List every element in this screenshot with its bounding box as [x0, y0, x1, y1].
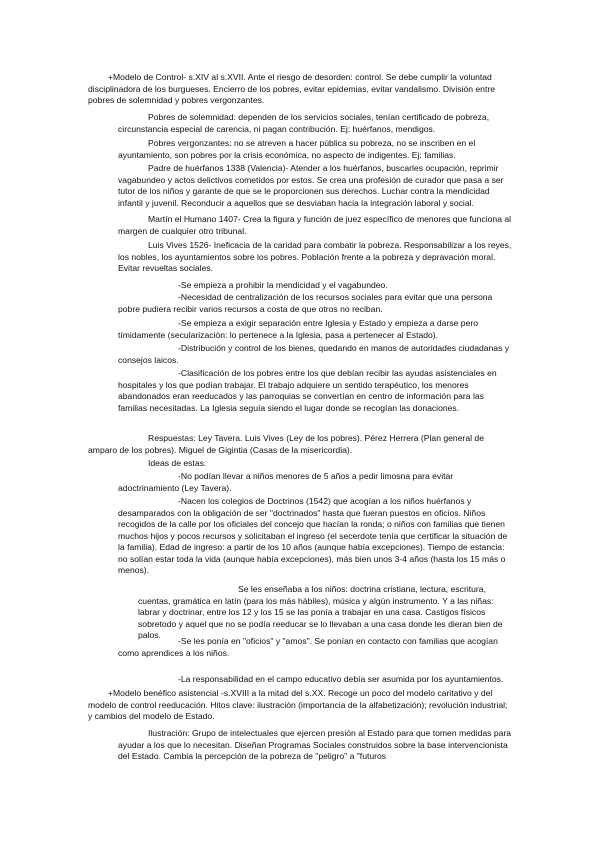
- bullet-colegios-doctrinos: -Nacen los colegios de Doctrinos (1542) que acogían a los niños huérfanos y desamparados con la obligación de ser "doctrinados" hasta que fueran puestos en oficios. Niños recogidos de la calle por los oficiales del concejo que hacían la ronda; o niños con familias que tienen muchos hijos y pocos recursos y solicitaban el ingreso (el secerdote tenía que certificar la situación de la familia). Edad de ingreso: a partir de los 10 años (aunque había excepciones). Tiempo de estancia: no solían estar toda la vida (aunque había excepciones), más bien unos 3-4 años (hasta los 15 más o menos).: [118, 496, 508, 575]
- bullet-separacion-iglesia-estado: -Se empieza a exigir separación entre Iglesia y Estado y empieza a darse pero tímidamente (secularización: lo pertenece a la Iglesia, pasa a pertenecer al Estado).: [118, 318, 478, 340]
- paragraph-luis-vives: Luis Vives 1526- Ineficacia de la caridad para combatir la pobreza. Responsabilizar a los reyes, los nobles, los ayuntamientos sobre los pobres. Población frente a la pobreza y depravación moral. Evitar revueltas sociales.: [118, 240, 512, 273]
- bullet-centralizacion: -Necesidad de centralización de los recursos sociales para evitar que una persona pobre pudiera recibir varios recursos a costa de que otros no reciban.: [118, 292, 493, 314]
- bullet-prohibir-mendicidad: -Se empieza a prohibir la mendicidad y el vagabundeo.: [178, 280, 388, 290]
- paragraph-martin-humano: Martín el Humano 1407- Crea la figura y función de juez específico de menores que funciona al margen de cualquier otro tribunal.: [118, 214, 512, 236]
- paragraph-padre-huerfanos: Padre de huérfanos 1338 (Valencia)- Atender a los huérfanos, buscarles ocupación, reprimir vagabundeo y actos delictivos cometidos por estos. Se crea una profesión de curador que pasa a ser tutor de los niños y garante de que se le proporcionen sus derechos. Luchar contra la mendicidad infantil y juvenil. Reconducir a aquellos que se desviaban hacia la integración laboral y social.: [118, 163, 504, 208]
- paragraph-pobres-vergonzantes: Pobres vergonzantes: no se atreven a hacer pública su pobreza, no se inscriben en el ayuntamiento, son pobres por la crisis económica, no aspecto de indigentes. Ej: familias.: [118, 138, 476, 160]
- bullet-responsabilidad-ayuntamientos: -La responsabilidad en el campo educativo debía ser asumida por los ayuntamientos.: [178, 674, 504, 684]
- paragraph-ilustracion: Ilustración: Grupo de intelectuales que ejercen presión al Estado para que tomen medidas para ayudar a los que lo necesitan. Diseñan Programas Sociales construidos sobre la base intervencionista del Estado. Cambia la percepción de la pobreza de "peligro" a "futuros: [118, 728, 512, 761]
- paragraph-pobres-solemnidad: Pobres de solemnidad: dependen de los servicios sociales, tenían certificado de pobreza, circunstancia especial de carencia, ni pagan contribución. Ej: huérfanos, mendigos.: [118, 112, 490, 134]
- bullet-ley-tavera: -No podían llevar a niños menores de 5 años a pedir limosna para evitar adoctrinamiento (Ley Tavera).: [118, 471, 454, 493]
- bullet-clasificacion-pobres: -Clasificación de los pobres entre los que debían recibir las ayudas asistenciales en hospitales y los que podían trabajar. El trabajo adquiere un sentido terapéutico, los menores abandonados eran reeducados y las parroquias se convertían en centro de información para las familias necesitadas. La Iglesia seguía siendo el lugar donde se recogían las donaciones.: [118, 368, 497, 413]
- paragraph-modelo-control: +Modelo de Control- s.XIV al s.XVII. Ante el riesgo de desorden: control. Se debe cumplir la voluntad disciplinadora de los burgueses. Encierro de los pobres, evitar epidemias, evitar vandalismo. División entre pobres de solemnidad y pobres vergonzantes.: [88, 72, 495, 105]
- paragraph-modelo-benefico: +Modelo benéfico asistencial -s.XVIII a la mitad del s.XX. Recoge un poco del modelo caritativo y del modelo de control reeducación. Hitos clave: ilustración (importancia de la alfabetización); revolución industrial; y cambios del modelo de Estado.: [88, 688, 508, 721]
- bullet-distribucion-bienes: -Distribución y control de los bienes, quedando en manos de autoridades ciudadanas y consejos laicos.: [118, 343, 510, 365]
- paragraph-ensenanza-ninos: Se les enseñaba a los niños: doctrina cristiana, lectura, escritura, cuentas, gramática en latín (para los más hábiles), música y algún instrumento. Y a las niñas: labrar y doctrinar, entre los 12 y los 15 se las ponía a trabajar en una casa. Castigos físicos sobretodo y aquel que no se podía reeducar se lo llevaban a una casa donde les dieran bien de palos.: [138, 584, 503, 640]
- paragraph-respuestas: Respuestas: Ley Tavera. Luis Vives (Ley de los pobres). Pérez Herrera (Plan general de amparo de los pobres). Miguel de Gigintia (Casas de la misericordia).: [88, 433, 484, 455]
- bullet-oficios-amos: -Se les ponía en "oficios" y "amos". Se ponían en contacto con familias que acogían como aprendices a los niños.: [118, 636, 498, 658]
- paragraph-ideas-de-estas: Ideas de estas:: [148, 458, 207, 468]
